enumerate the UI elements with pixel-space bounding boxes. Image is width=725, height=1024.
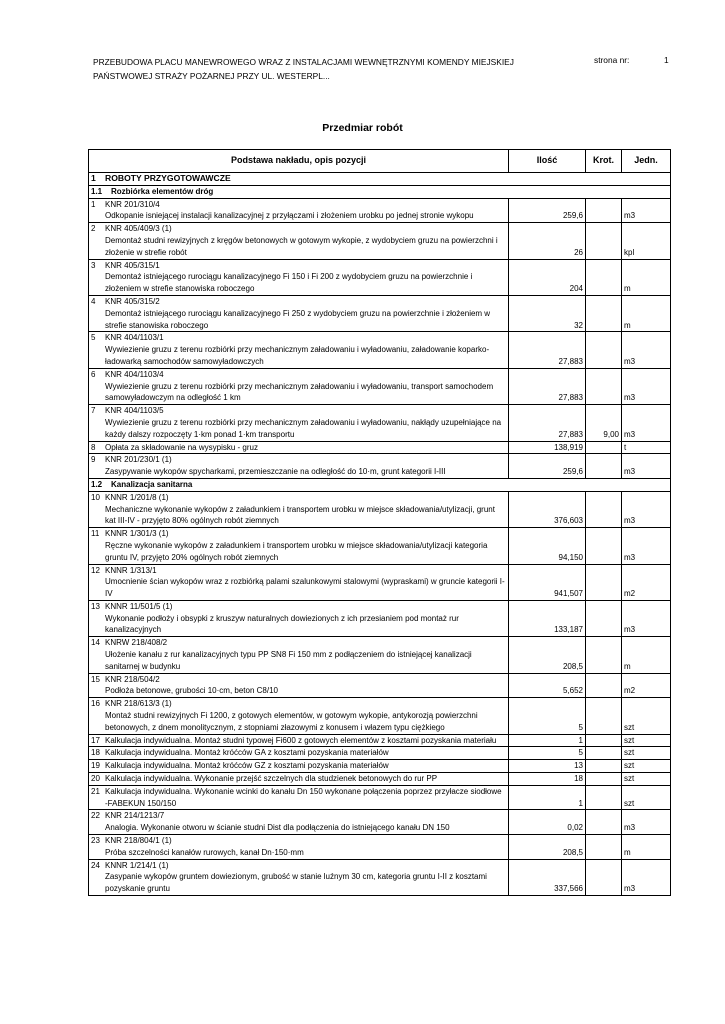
column-header-desc: Podstawa nakładu, opis pozycji	[89, 150, 509, 173]
item-quantity: 5	[509, 747, 586, 760]
column-header-unit: Jedn.	[622, 150, 671, 173]
item-description: Opłata za składowanie na wysypisku - gruz	[105, 442, 258, 452]
item-code: KNR 218/504/2	[105, 674, 160, 684]
subsection-number: 1.1	[91, 186, 103, 196]
item-quantity: 259,6	[509, 454, 586, 479]
item-multiplier: 9,00	[586, 405, 622, 441]
item-unit: m	[622, 259, 671, 295]
document-title: Przedmiar robót	[322, 122, 403, 134]
item-multiplier	[586, 698, 622, 734]
item-quantity: 337,566	[509, 859, 586, 895]
item-description: Wykonanie podłoży i obsypki z kruszyw naturalnych dowiezionych z ich przesianiem pod montaż rur kanalizacyjnych	[105, 613, 459, 635]
table-row	[89, 785, 671, 810]
table-row	[89, 810, 671, 835]
item-multiplier	[586, 491, 622, 527]
item-unit: m	[622, 835, 671, 860]
item-description: Wywiezienie gruzu z terenu rozbiórki przy mechanicznym załadowaniu i wyładowaniu, załadowanie koparko-ładowarką samochodów samowyładowczych	[105, 345, 490, 366]
item-quantity: 208,5	[509, 835, 586, 860]
item-multiplier	[586, 295, 622, 331]
item-code: KNR 201/230/1 (1)	[105, 455, 172, 465]
item-quantity: 5,652	[509, 673, 586, 698]
item-number: 8	[91, 442, 96, 452]
item-unit: m3	[622, 405, 671, 441]
item-unit: m3	[622, 368, 671, 404]
item-description: Wywiezienie gruzu z terenu rozbiórki przy mechanicznym załadowaniu i wyładowaniu, nakłądy uzupełniające na każdy dalszy rozpoczęty 1·km ponad 1·km transportu	[105, 417, 502, 439]
item-number: 1	[91, 199, 96, 209]
item-quantity: 5	[509, 698, 586, 734]
item-unit: m3	[622, 454, 671, 479]
table-row	[89, 698, 671, 734]
table-row	[89, 564, 671, 600]
item-unit: m3	[622, 528, 671, 564]
item-number: 7	[91, 406, 96, 416]
table-row	[89, 835, 671, 860]
item-number: 3	[91, 260, 96, 270]
table-row	[89, 259, 671, 295]
item-quantity: 1	[509, 734, 586, 747]
table-row	[89, 198, 671, 223]
item-number: 2	[91, 224, 96, 234]
item-quantity: 0,02	[509, 810, 586, 835]
item-description: Demontaż istniejącego rurociągu kanalizacyjnego Fi 250 z wydobyciem gruzu na powierzchnie i złożeniem w strefie stanowiska roboczego	[105, 308, 491, 330]
item-number: 5	[91, 333, 96, 343]
item-multiplier	[586, 600, 622, 636]
item-multiplier	[586, 773, 622, 786]
item-multiplier	[586, 564, 622, 600]
item-multiplier	[586, 835, 622, 860]
page-label: strona nr:	[594, 55, 630, 65]
table-row	[89, 491, 671, 527]
column-header-qty: Ilość	[509, 150, 586, 173]
item-unit: szt	[622, 773, 671, 786]
item-quantity: 259,6	[509, 198, 586, 223]
item-unit: m2	[622, 564, 671, 600]
item-unit: szt	[622, 698, 671, 734]
item-number: 23	[91, 836, 100, 846]
bill-of-quantities-table	[88, 149, 671, 896]
item-number: 20	[91, 774, 100, 784]
subsection-name: Rozbiórka elementów dróg	[111, 186, 214, 196]
item-description: Kalkulacja indywidualna. Wykonanie wcinki do kanału Dn 150 wykonane połączenia poprzez przyłacze siodłowe -FABEKUN 150/150	[105, 786, 502, 808]
table-row	[89, 223, 671, 259]
item-number: 4	[91, 296, 96, 306]
item-number: 13	[91, 601, 100, 611]
item-multiplier	[586, 637, 622, 673]
column-header-krot: Krot.	[586, 150, 622, 173]
item-unit: m3	[622, 198, 671, 223]
item-multiplier	[586, 673, 622, 698]
item-description: Próba szczelności kanałów rurowych, kanał Dn·150·mm	[105, 847, 304, 857]
item-unit: m3	[622, 600, 671, 636]
item-number: 22	[91, 811, 100, 821]
item-quantity: 18	[509, 773, 586, 786]
item-description: Montaż studni rewizyjnych Fi 1200, z gotowych elementów, w gotowym wykopie, antykorozją powierzchni betonowych, z dnem monolitycznym, z stopniami złazowymi z konusem i włazem typu ciężkiego	[105, 711, 478, 732]
item-unit: m	[622, 295, 671, 331]
section-number: 1	[91, 173, 96, 183]
item-number: 11	[91, 529, 100, 539]
item-number: 6	[91, 369, 96, 379]
item-quantity: 13	[509, 760, 586, 773]
item-unit: szt	[622, 785, 671, 810]
item-quantity: 941,507	[509, 564, 586, 600]
table-row	[89, 600, 671, 636]
item-quantity: 27,883	[509, 405, 586, 441]
table-row	[89, 734, 671, 747]
item-unit: m2	[622, 673, 671, 698]
table-header-row	[89, 150, 671, 173]
item-multiplier	[586, 734, 622, 747]
item-multiplier	[586, 528, 622, 564]
table-row	[89, 747, 671, 760]
table-row	[89, 441, 671, 454]
item-code: KNNR 1/214/1 (1)	[105, 860, 169, 870]
item-multiplier	[586, 368, 622, 404]
table-row	[89, 673, 671, 698]
item-code: KNNR 1/313/1	[105, 565, 157, 575]
item-multiplier	[586, 785, 622, 810]
item-quantity: 1	[509, 785, 586, 810]
item-number: 16	[91, 699, 100, 709]
table-row	[89, 760, 671, 773]
item-code: KNR 405/409/3 (1)	[105, 224, 172, 234]
table-row	[89, 859, 671, 895]
item-description: Wywiezienie gruzu z terenu rozbiórki przy mechanicznym załadowaniu i wyładowaniu, transport samochodem samowyładowczym na odległość 1 km	[105, 381, 494, 403]
item-description: Analogia. Wykonanie otworu w ścianie studni Dist dla podłączenia do istniejącego kanału DN 150	[105, 823, 450, 833]
item-multiplier	[586, 223, 622, 259]
item-description: Kalkulacja indywidualna. Wykonanie przejść szczelnych dla studzienek betonowych do rur PP	[105, 774, 438, 784]
item-multiplier	[586, 332, 622, 368]
item-unit: szt	[622, 734, 671, 747]
item-quantity: 94,150	[509, 528, 586, 564]
item-quantity: 133,187	[509, 600, 586, 636]
item-number: 14	[91, 638, 100, 648]
item-number: 12	[91, 565, 100, 575]
item-number: 19	[91, 761, 100, 771]
item-unit: m3	[622, 332, 671, 368]
item-code: KNR 405/315/2	[105, 296, 160, 306]
item-description: Zasypanie wykopów gruntem dowiezionym, grubość w stanie luźnym 30 cm, kategoria gruntu I-II z kosztami pozyskanie gruntu	[105, 872, 487, 894]
item-code: KNNR 1/301/3 (1)	[105, 529, 169, 539]
item-quantity: 138,919	[509, 441, 586, 454]
table-row	[89, 405, 671, 441]
item-description: Mechaniczne wykonanie wykopów z załadunkiem i transportem urobku w miejsce składowania/utylizacji, grunt kat III-IV - przyjęto 80% ogólnych robót ziemnych	[105, 504, 495, 526]
item-description: Kalkulacja indywidualna. Montaż króćców GA z kosztami pozyskania materiałów	[105, 748, 389, 758]
item-multiplier	[586, 859, 622, 895]
section-name: ROBOTY PRZYGOTOWAWCZE	[105, 173, 231, 183]
item-multiplier	[586, 760, 622, 773]
section-row	[89, 173, 671, 186]
item-description: Umocnienie ścian wykopów wraz z rozbiórką palami szalunkowymi stalowymi (wypraskami) w gruncie kategorii I-IV	[105, 577, 505, 599]
item-description: Ręczne wykonanie wykopów z załadunkiem i transportem urobku w miejsce składowania/utylizacji kategoria gruntu IV, przyjęto 20% ogólnych robót ziemnych	[105, 540, 488, 562]
item-code: KNR 404/1103/1	[105, 333, 164, 343]
item-number: 17	[91, 735, 100, 745]
item-quantity: 27,883	[509, 368, 586, 404]
item-number: 10	[91, 492, 100, 502]
item-number: 21	[91, 786, 100, 796]
item-description: Odkopanie isniejącej instalacji kanalizacyjnej z przyłączami i złożeniem urobku po jednej stronie wykopu	[105, 211, 474, 221]
item-unit: szt	[622, 747, 671, 760]
item-unit: m3	[622, 491, 671, 527]
item-code: KNRW 218/408/2	[105, 638, 168, 648]
item-multiplier	[586, 198, 622, 223]
item-number: 24	[91, 860, 100, 870]
item-quantity: 27,883	[509, 332, 586, 368]
table-row	[89, 295, 671, 331]
project-title: PRZEBUDOWA PLACU MANEWROWEGO WRAZ Z INSTALACJAMI WEWNĘTRZNYMI KOMENDY MIEJSKIEJ PAŃSTWOWEJ STRAŻY POŻARNEJ PRZY UL. WESTERPL...	[93, 57, 514, 81]
subsection-number: 1.2	[91, 479, 103, 489]
item-description: Kalkulacja indywidualna. Montaż króćców GZ z kosztami pozyskania materiałów	[105, 761, 389, 771]
table-row	[89, 637, 671, 673]
item-multiplier	[586, 454, 622, 479]
item-multiplier	[586, 810, 622, 835]
item-quantity: 32	[509, 295, 586, 331]
item-code: KNR 201/310/4	[105, 199, 160, 209]
item-number: 15	[91, 674, 100, 684]
item-multiplier	[586, 441, 622, 454]
item-code: KNR 214/1213/7	[105, 811, 165, 821]
item-quantity: 26	[509, 223, 586, 259]
item-code: KNR 218/804/1 (1)	[105, 836, 172, 846]
subsection-row	[89, 478, 671, 491]
item-code: KNNR 1/201/8 (1)	[105, 492, 169, 502]
item-quantity: 376,603	[509, 491, 586, 527]
item-code: KNR 218/613/3 (1)	[105, 699, 172, 709]
table-row	[89, 368, 671, 404]
item-code: KNR 404/1103/5	[105, 406, 164, 416]
item-quantity: 204	[509, 259, 586, 295]
item-unit: t	[622, 441, 671, 454]
item-multiplier	[586, 747, 622, 760]
subsection-row	[89, 185, 671, 198]
item-description: Demontaż istniejącego rurociągu kanalizacyjnego Fi 150 i Fi 200 z wydobyciem gruzu na powierzchnie i złożeniem w strefie stanowiska roboczego	[105, 272, 473, 294]
table-row	[89, 773, 671, 786]
item-code: KNNR 11/501/5 (1)	[105, 601, 173, 611]
item-unit: szt	[622, 760, 671, 773]
table-row	[89, 528, 671, 564]
item-unit: kpl	[622, 223, 671, 259]
item-code: KNR 404/1103/4	[105, 369, 164, 379]
item-unit: m	[622, 637, 671, 673]
page-number: 1	[664, 55, 669, 65]
item-unit: m3	[622, 859, 671, 895]
item-description: Kalkulacja indywidualna. Montaż studni typowej Fi600 z gotowych elementów z kosztami pozyskania materiału	[105, 735, 497, 745]
item-code: KNR 405/315/1	[105, 260, 160, 270]
item-description: Demontaż studni rewizyjnych z kręgów betonowych w gotowym wykopie, z wydobyciem gruzu na powierzchni i złożenie w strefie robót	[105, 235, 498, 257]
item-number: 18	[91, 748, 100, 758]
item-number: 9	[91, 455, 96, 465]
item-unit: m3	[622, 810, 671, 835]
table-row	[89, 332, 671, 368]
item-description: Zasypywanie wykopów spycharkami, przemieszczanie na odległość do 10·m, grunt kategorii I-III	[105, 467, 446, 477]
item-description: Ułożenie kanału z rur kanalizacyjnych typu PP SN8 Fi 150 mm z podłączeniem do istniejącej kanalizacji sanitarnej w budynku	[105, 650, 472, 671]
table-row	[89, 454, 671, 479]
item-multiplier	[586, 259, 622, 295]
item-quantity: 208,5	[509, 637, 586, 673]
item-description: Podłoża betonowe, grubości 10·cm, beton C8/10	[105, 686, 278, 696]
subsection-name: Kanalizacja sanitarna	[111, 479, 193, 489]
